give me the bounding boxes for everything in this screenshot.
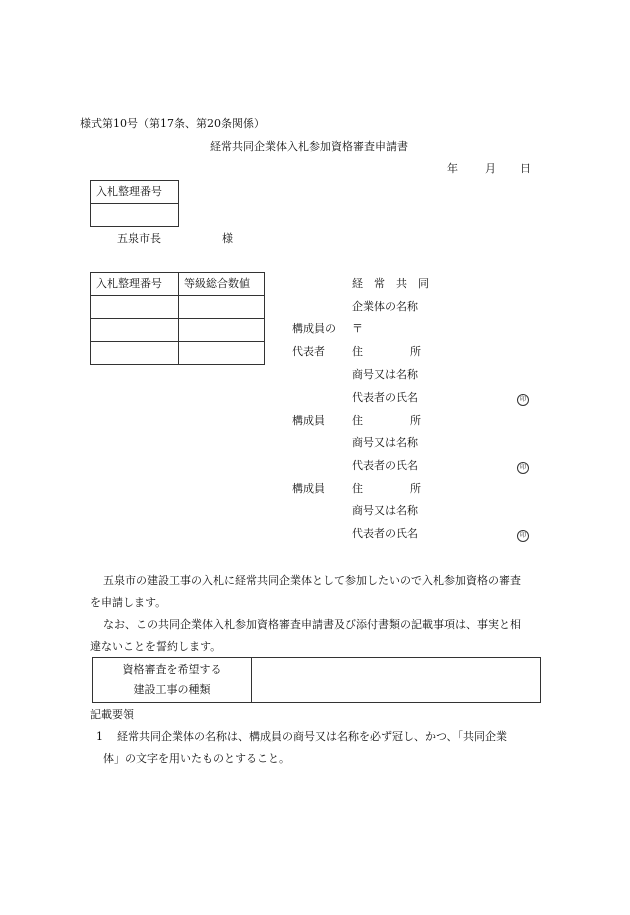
grade-table — [90, 272, 265, 365]
form-number: 様式第10号（第17条、第20条関係） — [80, 117, 265, 130]
table-cell[interactable] — [179, 319, 265, 342]
address-label-a: 住 — [352, 414, 363, 427]
address-label-a: 住 — [352, 482, 363, 495]
jv-name-label-line2: 企業体の名称 — [352, 300, 418, 313]
table-cell[interactable] — [91, 342, 179, 365]
table-cell[interactable] — [91, 296, 179, 319]
seal-icon: 印 — [517, 527, 529, 542]
rep-name-label: 代表者の氏名 — [352, 391, 418, 404]
note-text-line2: 体」の文字を用いたものとすること。 — [103, 752, 290, 765]
address-label-a: 住 — [352, 345, 363, 358]
trade-name-label: 商号又は名称 — [352, 436, 418, 449]
jv-name-label-line1: 経 常 共 同 — [352, 277, 429, 290]
trade-name-label: 商号又は名称 — [352, 504, 418, 517]
table-header: 等級総合数値 — [179, 273, 265, 296]
body-paragraph: 違ないことを誓約します。 — [90, 640, 222, 653]
table-cell[interactable] — [91, 319, 179, 342]
date-day: 日 — [520, 162, 531, 175]
bid-number-value[interactable] — [91, 204, 179, 227]
bid-number-box — [90, 180, 179, 227]
address-label-b: 所 — [410, 345, 421, 358]
table-cell[interactable] — [179, 296, 265, 319]
note-text-line1: 経常共同企業体の名称は、構成員の商号又は名称を必ず冠し、かつ、「共同企業 — [117, 730, 508, 743]
table-header-row — [91, 273, 265, 296]
table-cell[interactable] — [179, 342, 265, 365]
member-label: 構成員 — [292, 482, 325, 495]
notes-heading: 記載要領 — [90, 708, 134, 721]
address-label-b: 所 — [410, 482, 421, 495]
desired-work-table — [92, 657, 541, 703]
representative-label-line2: 代表者 — [292, 345, 325, 358]
table-header: 入札整理番号 — [91, 273, 179, 296]
table-row — [91, 296, 265, 319]
trade-name-label: 商号又は名称 — [352, 368, 418, 381]
table-row — [91, 342, 265, 365]
address-label-b: 所 — [410, 414, 421, 427]
document-title: 経常共同企業体入札参加資格審査申請書 — [210, 140, 408, 153]
table-row — [91, 319, 265, 342]
date-month: 月 — [485, 162, 496, 175]
postal-mark: 〒 — [352, 322, 363, 335]
body-paragraph: を申請します。 — [90, 596, 167, 609]
body-paragraph: 五泉市の建設工事の入札に経常共同企業体として参加したいので入札参加資格の審査 — [103, 574, 521, 587]
bid-number-header: 入札整理番号 — [91, 181, 179, 204]
body-paragraph: なお、この共同企業体入札参加資格審査申請書及び添付書類の記載事項は、事実と相 — [103, 618, 521, 631]
rep-name-label: 代表者の氏名 — [352, 527, 418, 540]
rep-name-label: 代表者の氏名 — [352, 459, 418, 472]
member-label: 構成員 — [292, 414, 325, 427]
seal-icon: 印 — [517, 459, 529, 474]
representative-label-line1: 構成員の — [292, 322, 336, 335]
addressee-honorific: 様 — [222, 232, 233, 245]
addressee-name: 五泉市長 — [117, 232, 161, 245]
seal-icon: 印 — [517, 391, 529, 406]
desired-work-value[interactable] — [252, 658, 541, 703]
date-year: 年 — [447, 162, 458, 175]
desired-work-label: 資格審査を希望する 建設工事の種類 — [93, 658, 252, 703]
note-number: 1 — [96, 730, 103, 743]
